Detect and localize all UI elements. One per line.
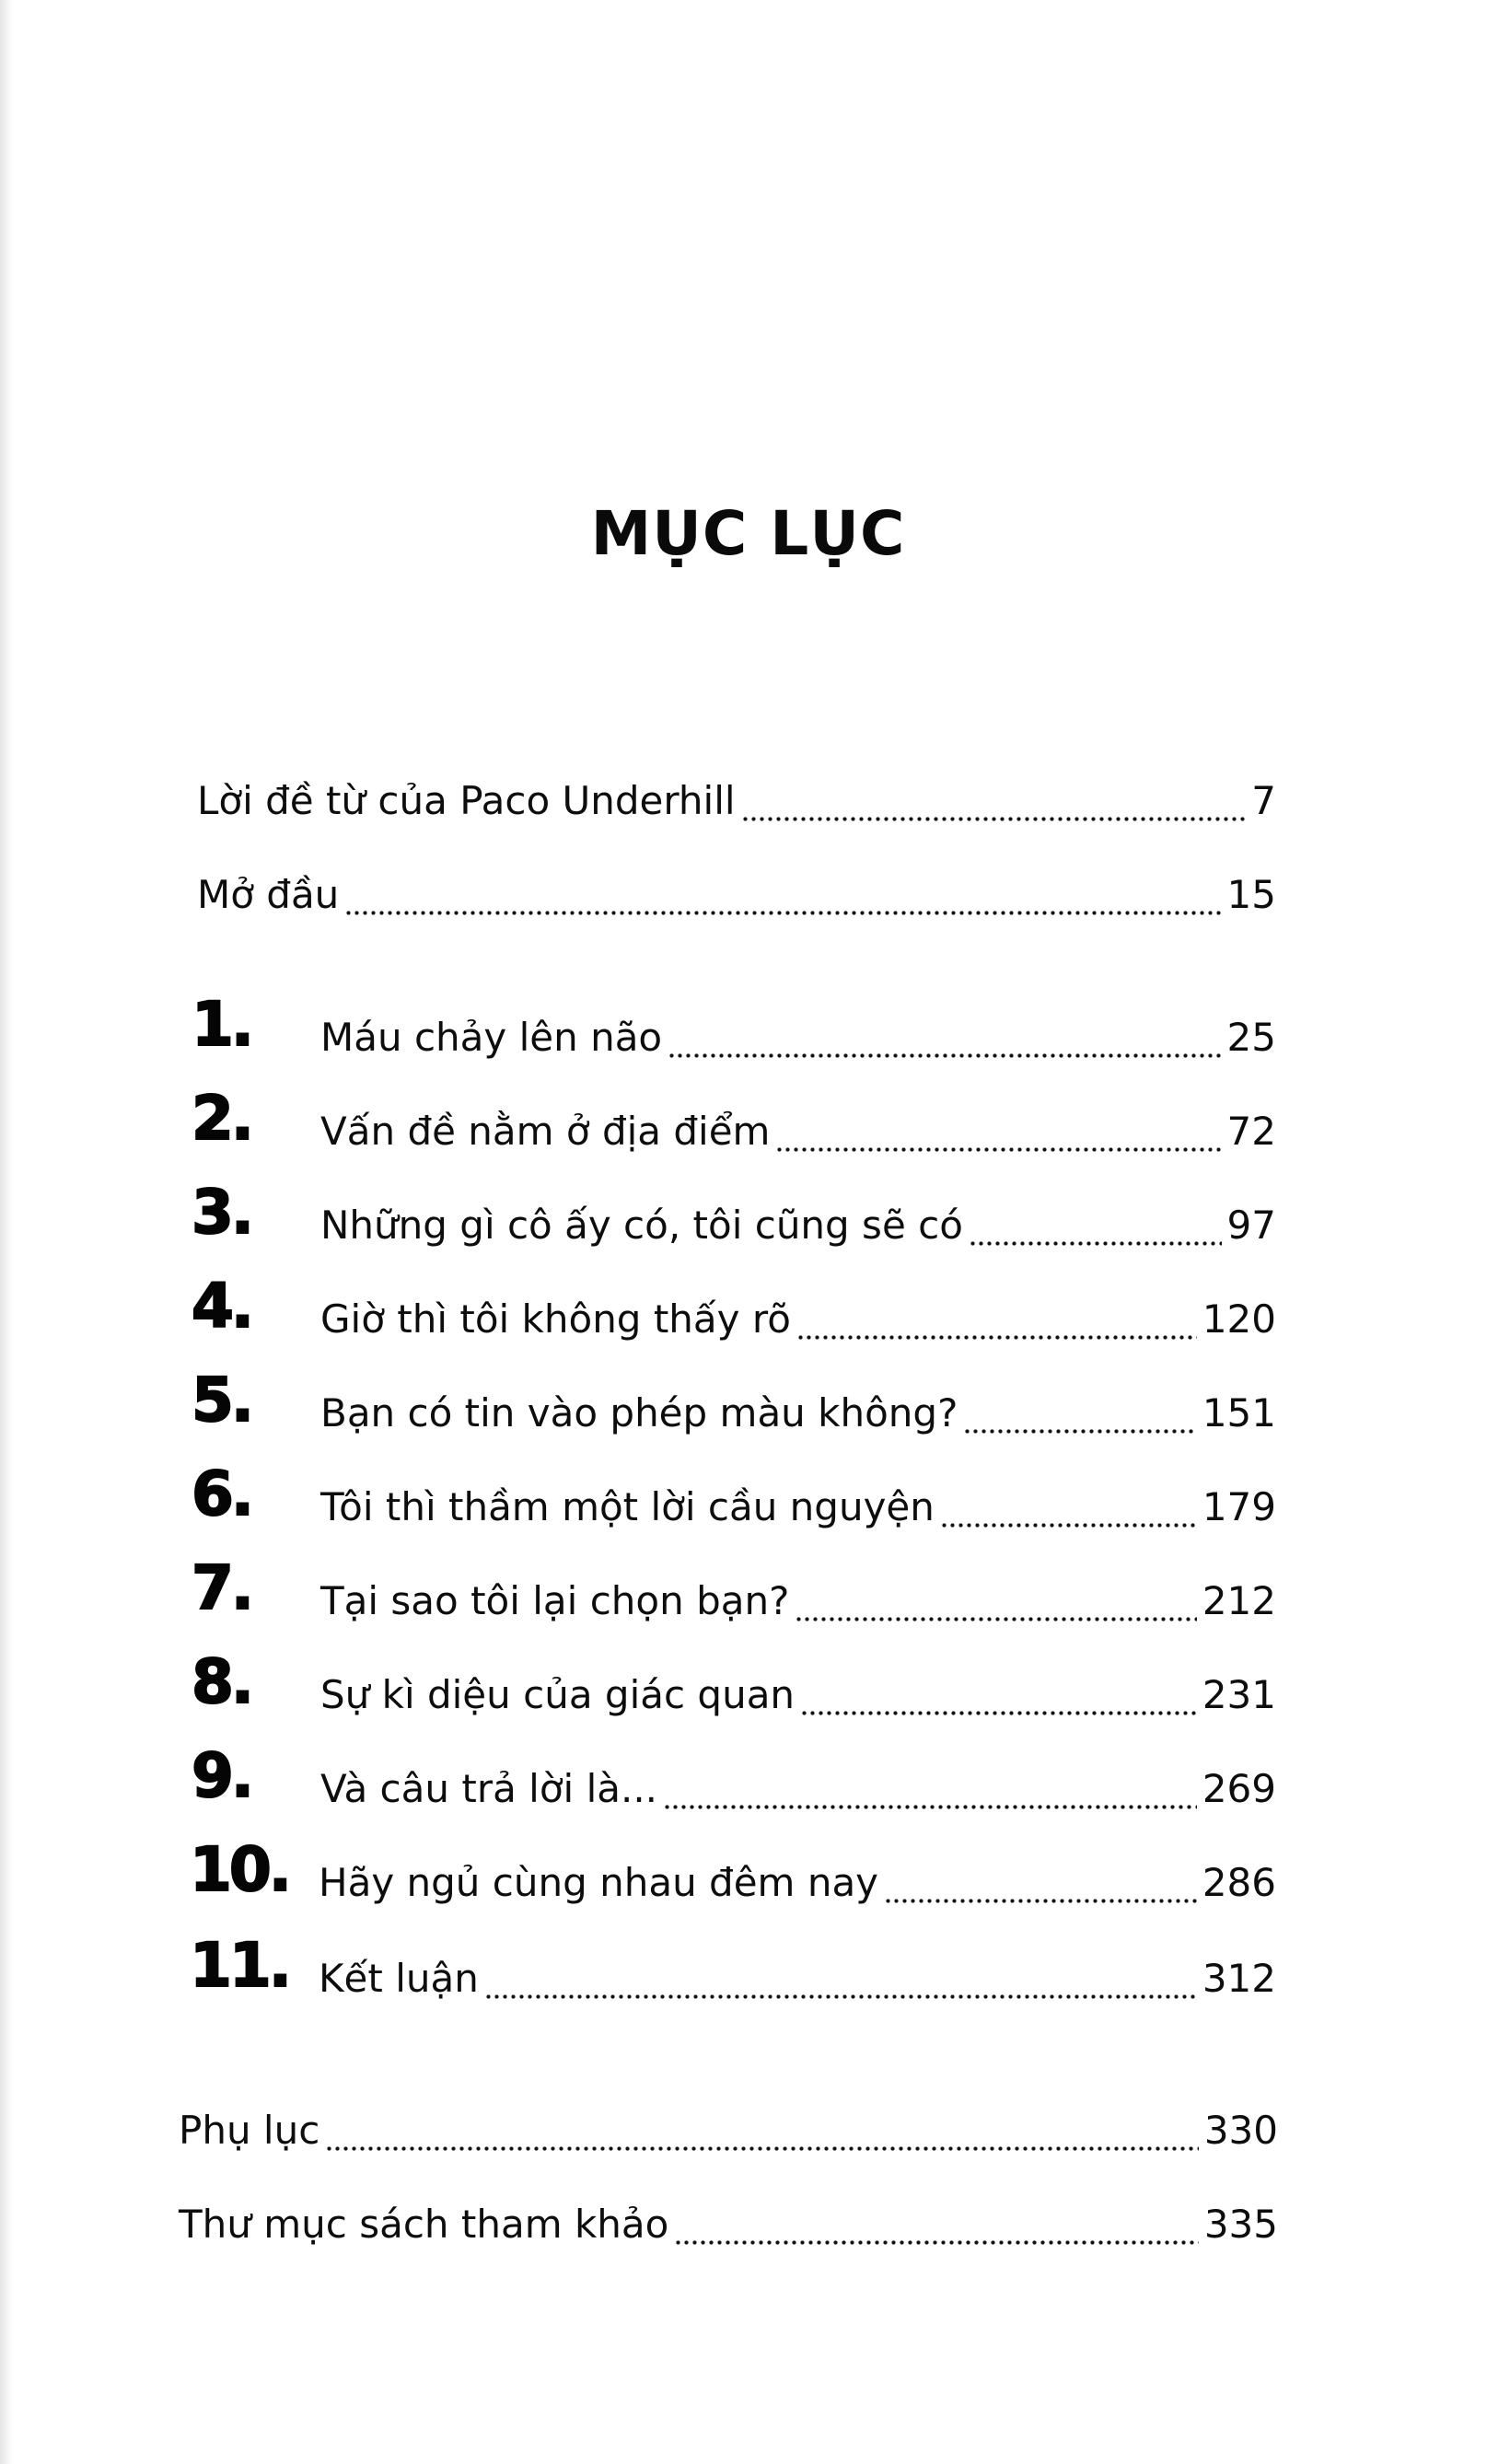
toc-entry-foreword[interactable]	[197, 770, 1276, 825]
toc-entry-label: Mở đầu	[197, 872, 340, 917]
dot-leader	[775, 1108, 1221, 1156]
toc-entry-page: 72	[1226, 1109, 1276, 1154]
dot-leader	[325, 2107, 1199, 2155]
toc-entry-label: Những gì cô ấy có, tôi cũng sẽ có	[320, 1203, 963, 1248]
toc-entry-chapter-8[interactable]	[320, 1664, 1276, 1719]
toc-entry-label: Lời đề từ của Paco Underhill	[197, 778, 736, 823]
chapter-number: 6.	[192, 1459, 251, 1529]
dot-leader	[940, 1483, 1197, 1531]
chapter-number: 4.	[192, 1271, 251, 1342]
toc-entry-page: 97	[1226, 1203, 1276, 1248]
dot-leader	[741, 777, 1247, 825]
toc-entry-page: 231	[1202, 1672, 1276, 1717]
dot-leader	[796, 1296, 1197, 1343]
toc-entry-page: 269	[1202, 1766, 1276, 1811]
chapter-number: 11.	[190, 1930, 289, 2001]
toc-entry-page: 25	[1226, 1015, 1276, 1060]
toc-entry-page: 179	[1202, 1484, 1276, 1529]
toc-entry-label: Tại sao tôi lại chọn bạn?	[320, 1578, 790, 1623]
chapter-number: 5.	[192, 1365, 251, 1435]
toc-entry-label: Tôi thì thầm một lời cầu nguyện	[320, 1484, 935, 1529]
toc-entry-page: 286	[1202, 1860, 1276, 1905]
toc-entry-chapter-5[interactable]	[320, 1382, 1276, 1437]
toc-entry-chapter-2[interactable]	[320, 1100, 1276, 1156]
toc-entry-label: Thư mục sách tham khảo	[179, 2202, 669, 2247]
toc-entry-chapter-3[interactable]	[320, 1194, 1276, 1249]
toc-entry-chapter-1[interactable]	[320, 1006, 1276, 1062]
toc-entry-page: 7	[1251, 778, 1276, 823]
dot-leader	[800, 1671, 1197, 1719]
chapter-number: 7.	[192, 1552, 251, 1623]
toc-entry-page: 212	[1202, 1578, 1276, 1623]
page-title: MỤC LỤC	[590, 498, 906, 569]
toc-entry-introduction[interactable]	[197, 864, 1276, 919]
toc-entry-page: 335	[1203, 2202, 1278, 2247]
toc-entry-label: Vấn đề nằm ở địa điểm	[320, 1109, 771, 1154]
dot-leader	[969, 1202, 1222, 1249]
dot-leader	[668, 1014, 1221, 1062]
chapter-number: 9.	[192, 1740, 251, 1811]
toc-entry-bibliography[interactable]	[179, 2193, 1278, 2249]
toc-entry-appendix[interactable]	[179, 2099, 1278, 2155]
toc-entry-page: 312	[1202, 1956, 1276, 2001]
toc-entry-chapter-6[interactable]	[320, 1476, 1276, 1531]
dot-leader	[963, 1389, 1196, 1437]
dot-leader	[884, 1859, 1197, 1907]
toc-entry-chapter-7[interactable]	[320, 1570, 1276, 1625]
toc-entry-label: Và câu trả lời là...	[320, 1766, 658, 1811]
toc-entry-page: 330	[1203, 2108, 1278, 2153]
dot-leader	[344, 871, 1221, 919]
toc-entry-label: Kết luận	[319, 1956, 479, 2001]
chapter-number: 10.	[190, 1834, 289, 1905]
dot-leader	[674, 2201, 1198, 2249]
toc-entry-page: 151	[1202, 1390, 1276, 1435]
dot-leader	[484, 1955, 1197, 2003]
page-edge-shadow	[0, 0, 13, 2464]
dot-leader	[663, 1765, 1197, 1813]
dot-leader	[795, 1577, 1196, 1625]
toc-entry-label: Phụ lục	[179, 2108, 320, 2153]
toc-entry-label: Sự kì diệu của giác quan	[320, 1672, 796, 1717]
toc-entry-label: Giờ thì tôi không thấy rõ	[320, 1296, 791, 1342]
toc-entry-label: Máu chảy lên não	[320, 1015, 663, 1060]
toc-entry-chapter-4[interactable]	[320, 1288, 1276, 1343]
toc-entry-label: Bạn có tin vào phép màu không?	[320, 1390, 958, 1435]
toc-entry-page: 15	[1226, 872, 1276, 917]
chapter-number: 1.	[192, 989, 251, 1060]
toc-entry-page: 120	[1202, 1296, 1276, 1342]
chapter-number: 2.	[192, 1083, 251, 1154]
toc-entry-chapter-11[interactable]	[319, 1947, 1276, 2003]
toc-entry-chapter-9[interactable]	[320, 1758, 1276, 1813]
toc-entry-chapter-10[interactable]	[319, 1852, 1276, 1907]
toc-entry-label: Hãy ngủ cùng nhau đêm nay	[319, 1860, 879, 1905]
chapter-number: 8.	[192, 1646, 251, 1717]
chapter-number: 3.	[192, 1177, 251, 1248]
